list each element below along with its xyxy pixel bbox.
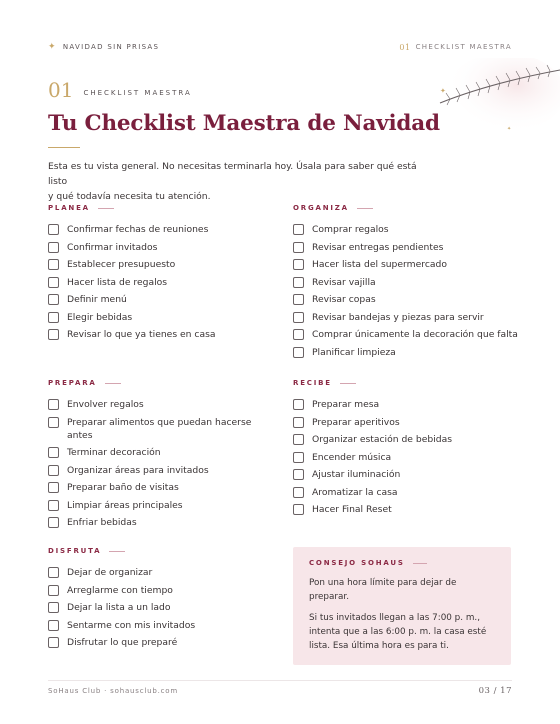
tip-paragraph-2: Si tus invitados llegan a las 7:00 p. m., intenta que a las 6:00 p. m. la casa esté lista. Esa última hora es para ti. bbox=[309, 613, 487, 651]
checkbox[interactable] bbox=[293, 224, 304, 235]
checklist-item[interactable] bbox=[48, 416, 258, 442]
checkbox[interactable] bbox=[48, 465, 59, 476]
checklist-item-label: Revisar lo que ya tienes en casa bbox=[67, 329, 216, 340]
intro-text bbox=[48, 159, 428, 204]
checklist-item[interactable] bbox=[293, 486, 513, 499]
checklist-item[interactable] bbox=[293, 503, 513, 516]
checklist-item[interactable] bbox=[48, 516, 258, 529]
checklist-item[interactable] bbox=[48, 566, 268, 579]
checklist-item-label: Disfrutar lo que preparé bbox=[67, 637, 178, 648]
checklist-item[interactable] bbox=[293, 398, 513, 411]
checkbox[interactable] bbox=[48, 312, 59, 323]
category-recibe-title: RECIBE bbox=[293, 379, 332, 387]
page-separator: / bbox=[493, 686, 497, 696]
checkbox[interactable] bbox=[293, 434, 304, 445]
checklist-item[interactable] bbox=[48, 258, 268, 271]
checkbox[interactable] bbox=[293, 469, 304, 480]
checkbox[interactable] bbox=[48, 620, 59, 631]
checklist-item[interactable] bbox=[48, 311, 268, 324]
checkbox[interactable] bbox=[293, 277, 304, 288]
checklist-planea bbox=[48, 223, 268, 346]
page-number bbox=[479, 686, 512, 696]
checklist-item[interactable] bbox=[48, 446, 258, 459]
tip-title: CONSEJO SOHAUS bbox=[309, 559, 405, 567]
checkbox[interactable] bbox=[48, 500, 59, 511]
checklist-item[interactable] bbox=[293, 433, 513, 446]
checkbox[interactable] bbox=[48, 447, 59, 458]
checkbox[interactable] bbox=[293, 417, 304, 428]
checklist-item[interactable] bbox=[293, 416, 513, 429]
checklist-item-label: Hacer lista del supermercado bbox=[312, 259, 447, 270]
checklist-item[interactable] bbox=[293, 258, 523, 271]
divider bbox=[357, 208, 373, 209]
checkbox[interactable] bbox=[293, 347, 304, 358]
checklist-item[interactable] bbox=[48, 276, 268, 289]
section-indicator-number: 01 bbox=[399, 42, 411, 52]
checklist-item[interactable] bbox=[48, 499, 258, 512]
intro-line-1: Esta es tu vista general. No necesitas terminarla hoy. Úsala para saber qué está listo bbox=[48, 161, 417, 187]
section-heading bbox=[48, 80, 192, 100]
page-current: 03 bbox=[478, 686, 491, 696]
checkbox[interactable] bbox=[48, 294, 59, 305]
checklist-item-label: Organizar áreas para invitados bbox=[67, 464, 209, 476]
checkbox[interactable] bbox=[293, 259, 304, 270]
divider bbox=[340, 383, 356, 384]
checklist-item-label: Hacer lista de regalos bbox=[67, 276, 168, 288]
checklist-item-label: Confirmar fechas de reuniones bbox=[67, 224, 209, 235]
checkbox[interactable] bbox=[48, 399, 59, 410]
top-bar bbox=[48, 40, 512, 54]
checklist-item[interactable] bbox=[48, 293, 268, 306]
checklist-item[interactable] bbox=[48, 601, 268, 614]
divider bbox=[105, 383, 121, 384]
category-planea-heading bbox=[48, 204, 114, 212]
section-indicator-label: CHECKLIST MAESTRA bbox=[415, 43, 512, 51]
checklist-item-label: Aromatizar la casa bbox=[312, 486, 398, 498]
checkbox[interactable] bbox=[48, 329, 59, 340]
brand-block bbox=[48, 43, 159, 52]
checkbox[interactable] bbox=[293, 329, 304, 340]
category-prepara-heading bbox=[48, 379, 121, 387]
checkbox[interactable] bbox=[293, 504, 304, 515]
checklist-item-label: Revisar bandejas y piezas para servir bbox=[312, 311, 484, 323]
title-divider bbox=[48, 147, 80, 148]
category-organiza-title: ORGANIZA bbox=[293, 204, 349, 212]
checkbox[interactable] bbox=[48, 417, 59, 428]
tip-heading bbox=[309, 559, 495, 567]
checklist-item-label: Preparar aperitivos bbox=[312, 416, 400, 428]
sparkle-icon: ✦ bbox=[48, 41, 57, 52]
checklist-item-label: Establecer presupuesto bbox=[67, 259, 176, 270]
tip-paragraph-1: Pon una hora límite para dejar de preparar. bbox=[309, 578, 457, 602]
section-label: CHECKLIST MAESTRA bbox=[83, 89, 192, 97]
divider bbox=[109, 551, 125, 552]
checkbox[interactable] bbox=[293, 487, 304, 498]
category-disfruta-title: DISFRUTA bbox=[48, 547, 102, 555]
checklist-item-label: Arreglarme con tiempo bbox=[67, 584, 173, 596]
category-planea-title: PLANEA bbox=[48, 204, 90, 212]
checklist-item[interactable] bbox=[293, 311, 523, 324]
sparkle-icon: ✦ bbox=[507, 126, 512, 132]
checklist-item[interactable] bbox=[48, 481, 258, 494]
checklist-item[interactable] bbox=[48, 619, 268, 632]
checkbox[interactable] bbox=[48, 482, 59, 493]
checklist-item-label: Hacer Final Reset bbox=[312, 504, 392, 515]
divider bbox=[413, 563, 427, 564]
checklist-item-label: Envolver regalos bbox=[67, 399, 144, 410]
section-indicator bbox=[399, 43, 512, 52]
checklist-item-label: Comprar regalos bbox=[312, 224, 389, 235]
checklist-item[interactable] bbox=[48, 584, 268, 597]
checklist-item-label: Sentarme con mis invitados bbox=[67, 619, 196, 631]
category-prepara-title: PREPARA bbox=[48, 379, 97, 387]
checklist-item-label: Preparar mesa bbox=[312, 399, 380, 410]
category-disfruta-heading bbox=[48, 547, 125, 555]
checklist-item-label: Organizar estación de bebidas bbox=[312, 434, 452, 445]
footer-site: SoHaus Club · sohausclub.com bbox=[48, 687, 178, 695]
brand-label: NAVIDAD SIN PRISAS bbox=[62, 43, 160, 51]
category-recibe-heading bbox=[293, 379, 356, 387]
checklist-item[interactable] bbox=[293, 328, 523, 341]
checklist-item-label: Enfriar bebidas bbox=[67, 517, 137, 528]
checklist-item-label: Definir menú bbox=[67, 294, 127, 305]
checkbox[interactable] bbox=[48, 277, 59, 288]
sparkle-icon: ✦ bbox=[440, 87, 446, 95]
checkbox[interactable] bbox=[48, 259, 59, 270]
tip-box bbox=[293, 547, 511, 665]
page-total: 17 bbox=[500, 686, 512, 696]
checkbox[interactable] bbox=[48, 517, 59, 528]
checklist-item-label: Confirmar invitados bbox=[67, 241, 158, 253]
checklist-item-label: Revisar copas bbox=[312, 294, 376, 305]
footer bbox=[48, 686, 512, 696]
checkbox[interactable] bbox=[48, 567, 59, 578]
checklist-item-label: Revisar entregas pendientes bbox=[312, 241, 444, 253]
checklist-item[interactable] bbox=[293, 468, 513, 481]
checklist-item-label: Dejar de organizar bbox=[67, 567, 153, 578]
intro-line-2: y qué todavía necesita tu atención. bbox=[48, 191, 211, 202]
checkbox[interactable] bbox=[48, 602, 59, 613]
checklist-item[interactable] bbox=[48, 636, 268, 649]
checkbox[interactable] bbox=[48, 637, 59, 648]
checklist-item-label: Terminar decoración bbox=[67, 447, 161, 458]
category-organiza-heading bbox=[293, 204, 373, 212]
checklist-organiza bbox=[293, 223, 523, 363]
checklist-item-label: Ajustar iluminación bbox=[312, 469, 401, 480]
checklist-item-label: Preparar baño de visitas bbox=[67, 482, 179, 493]
checkbox[interactable] bbox=[293, 312, 304, 323]
section-number: 01 bbox=[48, 78, 74, 102]
checklist-item[interactable] bbox=[48, 398, 258, 411]
checklist-item[interactable] bbox=[48, 241, 268, 254]
checkbox[interactable] bbox=[48, 224, 59, 235]
page-title: Tu Checklist Maestra de Navidad bbox=[48, 111, 440, 136]
checklist-item-label: Revisar vajilla bbox=[312, 276, 376, 288]
checkbox[interactable] bbox=[293, 399, 304, 410]
checkbox[interactable] bbox=[48, 585, 59, 596]
checkbox[interactable] bbox=[293, 294, 304, 305]
checklist-item[interactable] bbox=[293, 451, 513, 464]
checkbox[interactable] bbox=[293, 452, 304, 463]
checklist-prepara bbox=[48, 398, 258, 534]
checklist-item-label: Encender música bbox=[312, 451, 392, 463]
checkbox[interactable] bbox=[293, 242, 304, 253]
checkbox[interactable] bbox=[48, 242, 59, 253]
checklist-item-label: Planificar limpieza bbox=[312, 346, 396, 358]
checklist-recibe bbox=[293, 398, 513, 521]
checklist-item[interactable] bbox=[48, 464, 258, 477]
checklist-item-label: Comprar únicamente la decoración que falta bbox=[312, 329, 518, 340]
checklist-item-label: Elegir bebidas bbox=[67, 311, 133, 323]
checklist-item[interactable] bbox=[48, 223, 268, 236]
checklist-item[interactable] bbox=[293, 223, 523, 236]
checklist-item-label: Dejar la lista a un lado bbox=[67, 602, 171, 613]
checklist-item[interactable] bbox=[293, 346, 523, 359]
checklist-item-label: Preparar alimentos que puedan hacerse antes bbox=[67, 416, 252, 441]
checklist-item[interactable] bbox=[48, 328, 268, 341]
checklist-item-label: Limpiar áreas principales bbox=[67, 499, 183, 511]
checklist-item[interactable] bbox=[293, 293, 523, 306]
divider bbox=[98, 208, 114, 209]
footer-divider bbox=[48, 680, 512, 681]
checklist-disfruta bbox=[48, 566, 268, 654]
checklist-item[interactable] bbox=[293, 241, 523, 254]
checklist-item[interactable] bbox=[293, 276, 523, 289]
